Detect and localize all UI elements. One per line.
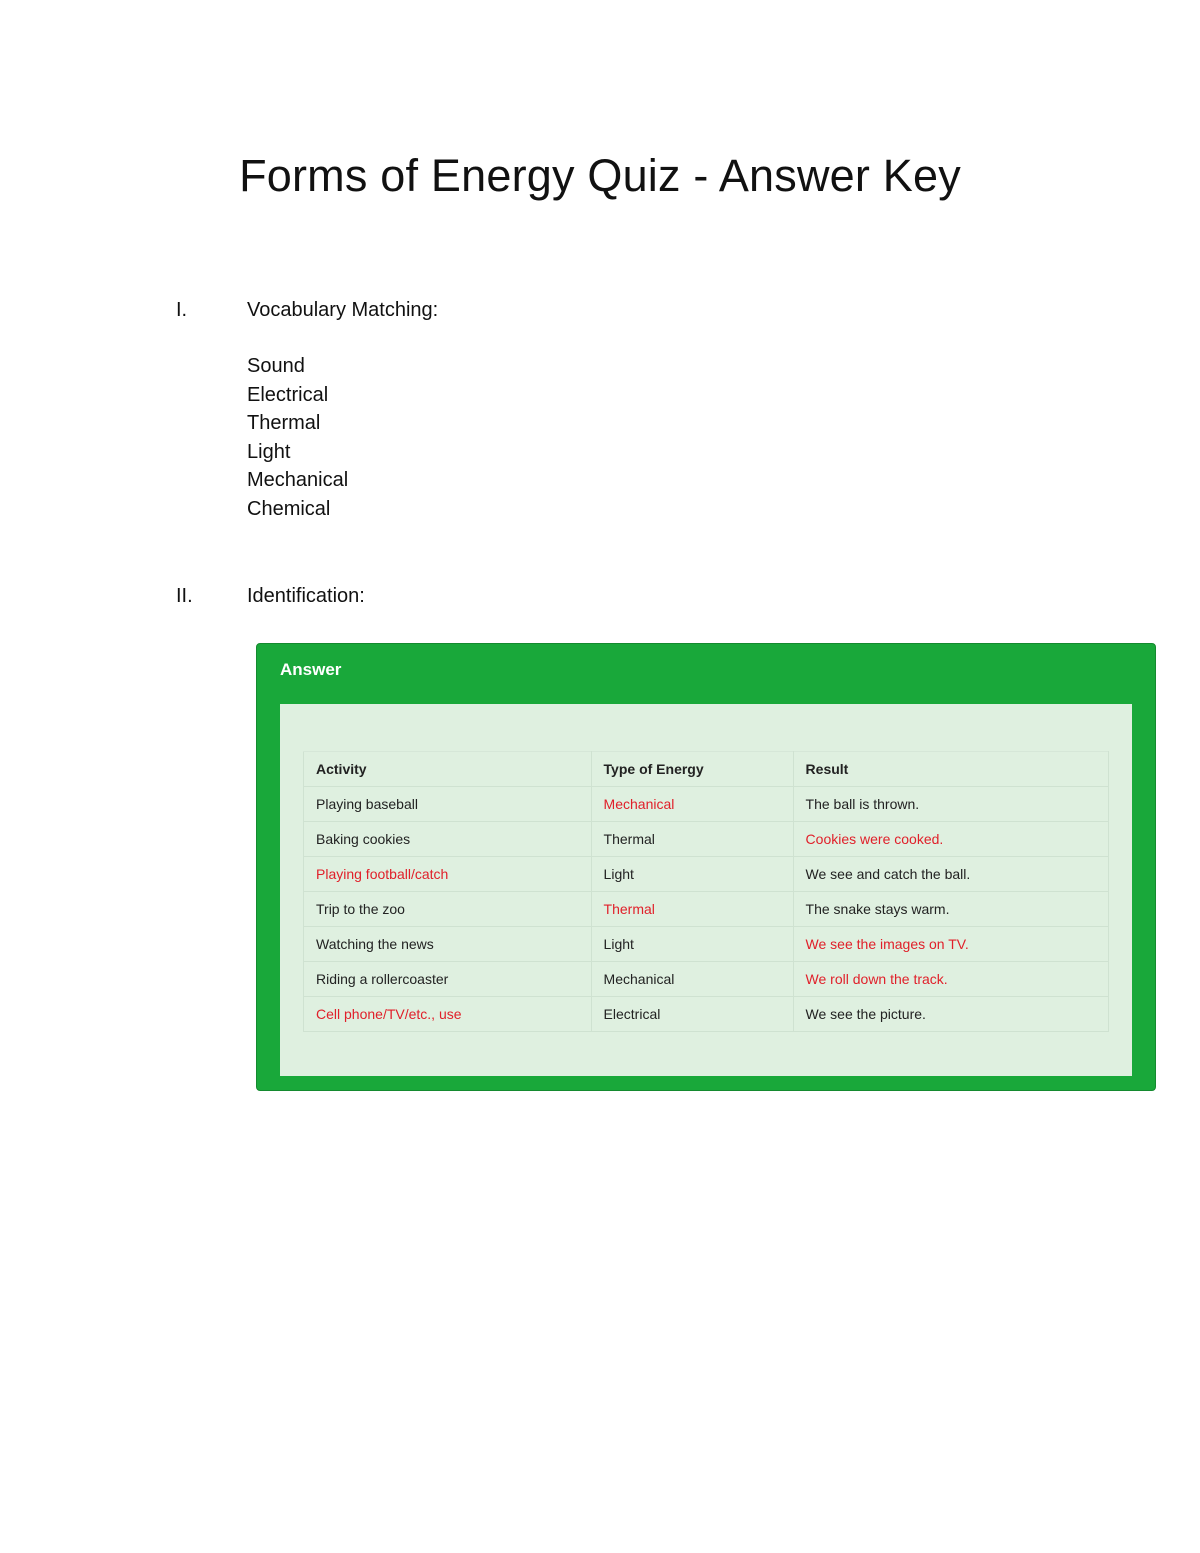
column-header-result: Result <box>793 752 1108 787</box>
table-row <box>304 787 1109 822</box>
table-header-row <box>304 752 1109 787</box>
list-item: Electrical <box>247 383 329 406</box>
answer-title: Answer <box>280 660 342 679</box>
vocabulary-list <box>247 352 348 524</box>
cell-energy-type: Thermal <box>591 822 793 857</box>
table-row <box>304 892 1109 927</box>
section-number: II. <box>176 585 193 607</box>
cell-activity: Baking cookies <box>304 822 592 857</box>
answer-table <box>303 751 1109 1032</box>
cell-result: We roll down the track. <box>793 962 1108 997</box>
section-number: I. <box>176 299 188 321</box>
cell-activity: Playing football/catch <box>304 857 592 892</box>
cell-activity: Riding a rollercoaster <box>304 962 592 997</box>
page-title: Forms of Energy Quiz - Answer Key <box>239 150 961 201</box>
cell-energy-type: Light <box>591 857 793 892</box>
list-item: Sound <box>247 355 305 377</box>
list-item: Mechanical <box>247 469 349 492</box>
cell-energy-type: Mechanical <box>591 787 793 822</box>
table-row <box>304 997 1109 1032</box>
cell-result: Cookies were cooked. <box>793 822 1108 857</box>
table-row <box>304 927 1109 962</box>
section-heading: Identification: <box>247 585 365 607</box>
list-item: Light <box>247 440 291 463</box>
section-heading: Vocabulary Matching: <box>247 299 439 321</box>
cell-result: The ball is thrown. <box>793 787 1108 822</box>
cell-result: We see and catch the ball. <box>793 857 1108 892</box>
cell-activity: Cell phone/TV/etc., use <box>304 997 592 1032</box>
list-item: Chemical <box>247 497 331 520</box>
answer-panel <box>280 704 1132 1076</box>
table-row <box>304 857 1109 892</box>
column-header-type: Type of Energy <box>591 752 793 787</box>
answer-card <box>256 643 1156 1091</box>
cell-activity: Watching the news <box>304 927 592 962</box>
table-row <box>304 962 1109 997</box>
cell-activity: Trip to the zoo <box>304 892 592 927</box>
table-row <box>304 822 1109 857</box>
cell-energy-type: Thermal <box>591 892 793 927</box>
cell-energy-type: Electrical <box>591 997 793 1032</box>
cell-activity: Playing baseball <box>304 787 592 822</box>
cell-result: The snake stays warm. <box>793 892 1108 927</box>
cell-energy-type: Mechanical <box>591 962 793 997</box>
answer-table-body <box>304 787 1109 1032</box>
column-header-activity: Activity <box>304 752 592 787</box>
cell-result: We see the picture. <box>793 997 1108 1032</box>
cell-result: We see the images on TV. <box>793 927 1108 962</box>
list-item: Thermal <box>247 412 321 435</box>
cell-energy-type: Light <box>591 927 793 962</box>
